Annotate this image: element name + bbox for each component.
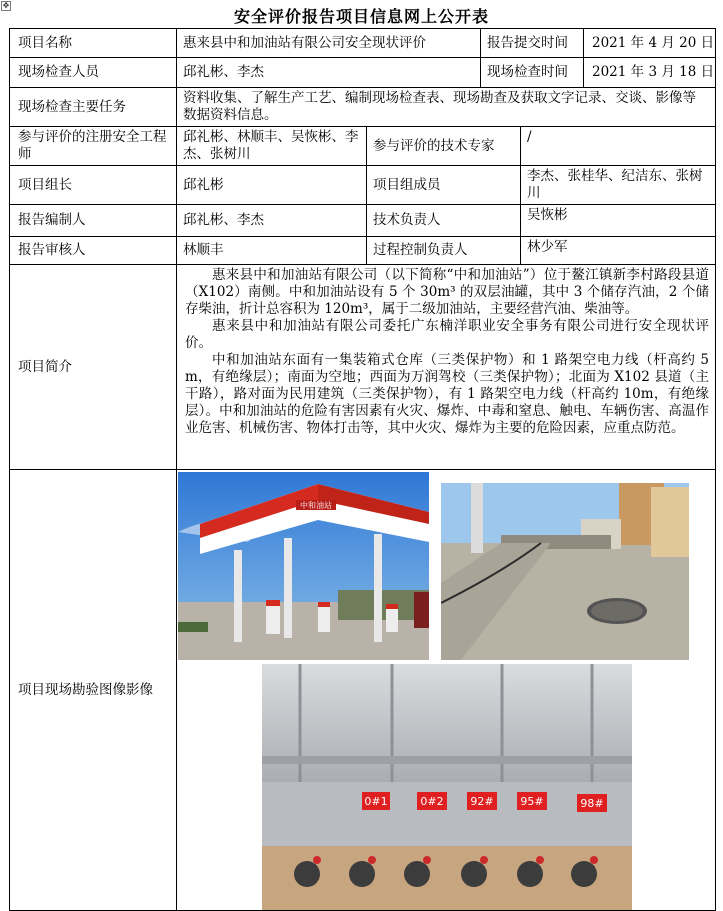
table-row: [10, 166, 716, 205]
expert-value: /: [521, 127, 716, 166]
tasks-label: 现场检查主要任务: [10, 88, 177, 127]
table-row: [10, 265, 716, 470]
tank-label: 95#: [520, 795, 544, 808]
project-name-value: 惠来县中和加油站有限公司安全现状评价: [177, 29, 481, 58]
tank-label: 0#2: [420, 795, 444, 808]
table-row: [10, 237, 716, 265]
table-row: [10, 127, 716, 166]
table-row: [10, 29, 716, 58]
submit-time-label: 报告提交时间: [481, 29, 584, 57]
canopy-photo: [178, 472, 429, 660]
process-lead-value: 林少军: [521, 237, 716, 265]
members-value: 李杰、张桂华、纪洁东、张树川: [521, 166, 716, 205]
editor-value: 邱礼彬、李杰: [177, 205, 367, 237]
check-time-cell: [481, 58, 716, 88]
project-name-label: 项目名称: [10, 29, 177, 58]
engineers-value: 邱礼彬、林顺丰、吴恢彬、李杰、张树川: [177, 127, 367, 166]
forecourt-photo: [441, 483, 689, 660]
table-move-handle-icon[interactable]: ✥: [2, 1, 10, 10]
table-row: [10, 58, 716, 88]
inspectors-value: 邱礼彬、李杰: [177, 58, 481, 88]
photos-cell: [177, 470, 716, 911]
intro-text: [177, 265, 716, 470]
submit-date: 2021 年 4 月 20 日: [592, 34, 715, 51]
table-row: [10, 205, 716, 237]
canopy-sign: 中和油站: [300, 501, 332, 510]
page-title: 安全评价报告项目信息网上公开表: [233, 7, 489, 26]
leader-label: 项目组长: [10, 166, 177, 205]
engineers-label: 参与评价的注册安全工程师: [10, 127, 177, 166]
leader-value: 邱礼彬: [177, 166, 367, 205]
reviewer-label: 报告审核人: [10, 237, 177, 265]
tech-lead-value: 吴恢彬: [521, 205, 716, 237]
table-row: [10, 88, 716, 127]
tank-label: 92#: [470, 795, 494, 808]
members-label: 项目组成员: [367, 166, 521, 205]
intro-paragraph: 惠来县中和加油站有限公司委托广东楠洋职业安全事务有限公司进行安全现状评价。: [185, 318, 709, 351]
table-row: [10, 470, 716, 911]
photo-gallery: [177, 470, 715, 910]
check-date: 2021 年 3 月 18 日: [592, 64, 715, 80]
intro-paragraph: 中和加油站东面有一集装箱式仓库（三类保护物）和 1 路架空电力线（杆高约 5m，有绝缘层）；南面为空地；西面为万润驾校（三类保护物）；北面为 X102 县道（主干路），路对面为民用建筑（三类保护物），有 1 路架空电力线（杆高约 10m，有绝缘层）。中和加油站的危险有害因素有火灾、爆炸、中毒和窒息、触电、车辆伤害、高温作业危害、机械伤害、物体打击等，其中火灾、爆炸为主要的危险因素，应重点防范。: [185, 352, 709, 436]
check-time-label: 现场检查时间: [481, 58, 584, 87]
photos-label: 项目现场勘验图像影像: [10, 470, 177, 911]
inspectors-label: 现场检查人员: [10, 58, 177, 88]
tasks-value: 资料收集、了解生产工艺、编制现场检查表、现场勘查及获取文字记录、交谈、影像等数据资料信息。: [177, 88, 716, 127]
reviewer-value: 林顺丰: [177, 237, 367, 265]
editor-label: 报告编制人: [10, 205, 177, 237]
process-lead-label: 过程控制负责人: [367, 237, 521, 265]
expert-label: 参与评价的技术专家: [367, 127, 521, 166]
submit-time-cell: [481, 29, 716, 58]
tank-label: 0#1: [364, 795, 388, 808]
tank-label: 98#: [580, 797, 604, 810]
info-table: [9, 28, 716, 911]
tank-pit-photo: [262, 664, 632, 910]
intro-label: 项目简介: [10, 265, 177, 470]
tech-lead-label: 技术负责人: [367, 205, 521, 237]
intro-paragraph: 惠来县中和加油站有限公司（以下简称“中和加油站”）位于鳌江镇新李村路段县道（X102）南侧。中和加油站设有 5 个 30m³ 的双层油罐，其中 3 个储存汽油，2 个储存柴油，折计总容积为 120m³，属于二级加油站，主要经营汽油、柴油等。: [185, 267, 709, 317]
